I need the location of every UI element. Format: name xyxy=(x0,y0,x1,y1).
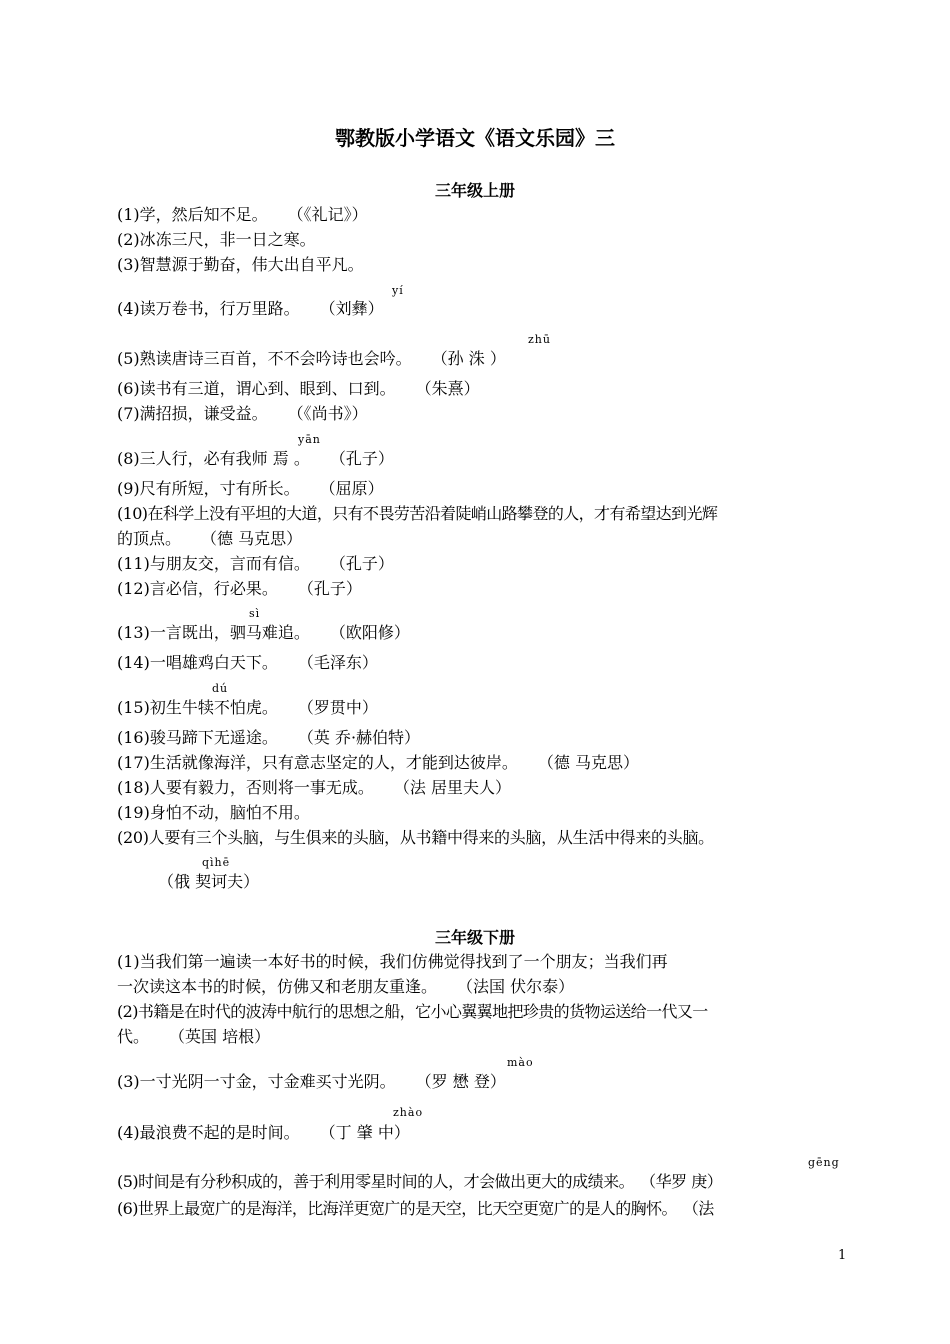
list-item: 代。 （英国 培根） xyxy=(117,1027,271,1046)
list-item: (4)最浪费不起的是时间。 （丁 肇 中） xyxy=(117,1123,410,1142)
list-item: (4)读万卷书，行万里路。 （刘彝） xyxy=(117,299,384,318)
pinyin-annotation: sì xyxy=(249,607,261,620)
list-item: (16)骏马蹄下无遥途。 （英 乔·赫伯特） xyxy=(117,728,421,747)
list-item: (15)初生牛犊不怕虎。 （罗贯中） xyxy=(117,698,378,717)
list-item: (1)当我们第一遍读一本好书的时候，我们仿佛觉得找到了一个朋友；当我们再 xyxy=(117,952,668,971)
page-title: 鄂教版小学语文《语文乐园》三 xyxy=(335,126,615,150)
list-item: （俄 契诃夫） xyxy=(158,872,260,891)
list-item: (5)时间是有分秒积成的，善于利用零星时间的人，才会做出更大的成绩来。 （华罗 庚） xyxy=(117,1172,723,1191)
list-item: 的顶点。 （德 马克思） xyxy=(117,529,303,548)
list-item: (13)一言既出，驷马难追。 （欧阳修） xyxy=(117,623,410,642)
list-item: (5)熟读唐诗三百首，不不会吟诗也会吟。 （孙 洙 ） xyxy=(117,349,506,368)
list-item: (7)满招损，谦受益。 （《尚书》） xyxy=(117,404,368,423)
pinyin-annotation: yí xyxy=(392,284,404,297)
pinyin-annotation: yān xyxy=(298,433,321,446)
list-item: (3)一寸光阴一寸金，寸金难买寸光阴。 （罗 懋 登） xyxy=(117,1072,506,1091)
page-number: 1 xyxy=(838,1248,847,1263)
list-item: (6)读书有三道，谓心到、眼到、口到。 （朱熹） xyxy=(117,379,480,398)
list-item: (2)冰冻三尺，非一日之寒。 xyxy=(117,230,316,249)
list-item: (3)智慧源于勤奋，伟大出自平凡。 xyxy=(117,255,364,274)
pinyin-annotation: mào xyxy=(507,1056,534,1069)
pinyin-annotation: zhū xyxy=(528,333,551,346)
section-heading-lower: 三年级下册 xyxy=(434,928,515,947)
list-item: (20)人要有三个头脑，与生俱来的头脑，从书籍中得来的头脑，从生活中得来的头脑。 xyxy=(117,828,714,847)
list-item: (12)言必信，行必果。 （孔子） xyxy=(117,579,362,598)
list-item: (11)与朋友交，言而有信。 （孔子） xyxy=(117,554,394,573)
list-item: (1)学，然后知不足。 （《礼记》） xyxy=(117,205,368,224)
list-item: 一次读这本书的时候，仿佛又和老朋友重逢。 （法国 伏尔泰） xyxy=(117,977,575,996)
list-item: (10)在科学上没有平坦的大道，只有不畏劳苦沿着陡峭山路攀登的人，才有希望达到光辉 xyxy=(117,504,718,523)
list-item: (14)一唱雄鸡白天下。 （毛泽东） xyxy=(117,653,378,672)
list-item: (18)人要有毅力，否则将一事无成。 （法 居里夫人） xyxy=(117,778,511,797)
pinyin-annotation: qìhē xyxy=(202,856,231,869)
section-heading-upper: 三年级上册 xyxy=(434,181,515,200)
list-item: (19)身怕不动，脑怕不用。 xyxy=(117,803,310,822)
list-item: (9)尺有所短，寸有所长。 （屈原） xyxy=(117,479,384,498)
pinyin-annotation: dú xyxy=(212,682,229,695)
list-item: (8)三人行，必有我师 焉 。 （孔子） xyxy=(117,449,394,468)
list-item: (6)世界上最宽广的是海洋，比海洋更宽广的是天空，比天空更宽广的是人的胸怀。 （法 xyxy=(117,1199,714,1218)
pinyin-annotation: zhào xyxy=(393,1106,424,1119)
list-item: (17)生活就像海洋，只有意志坚定的人，才能到达彼岸。 （德 马克思） xyxy=(117,753,639,772)
list-item: (2)书籍是在时代的波涛中航行的思想之船，它小心翼翼地把珍贵的货物运送给一代又一 xyxy=(117,1002,708,1021)
pinyin-annotation: gēng xyxy=(808,1156,840,1169)
